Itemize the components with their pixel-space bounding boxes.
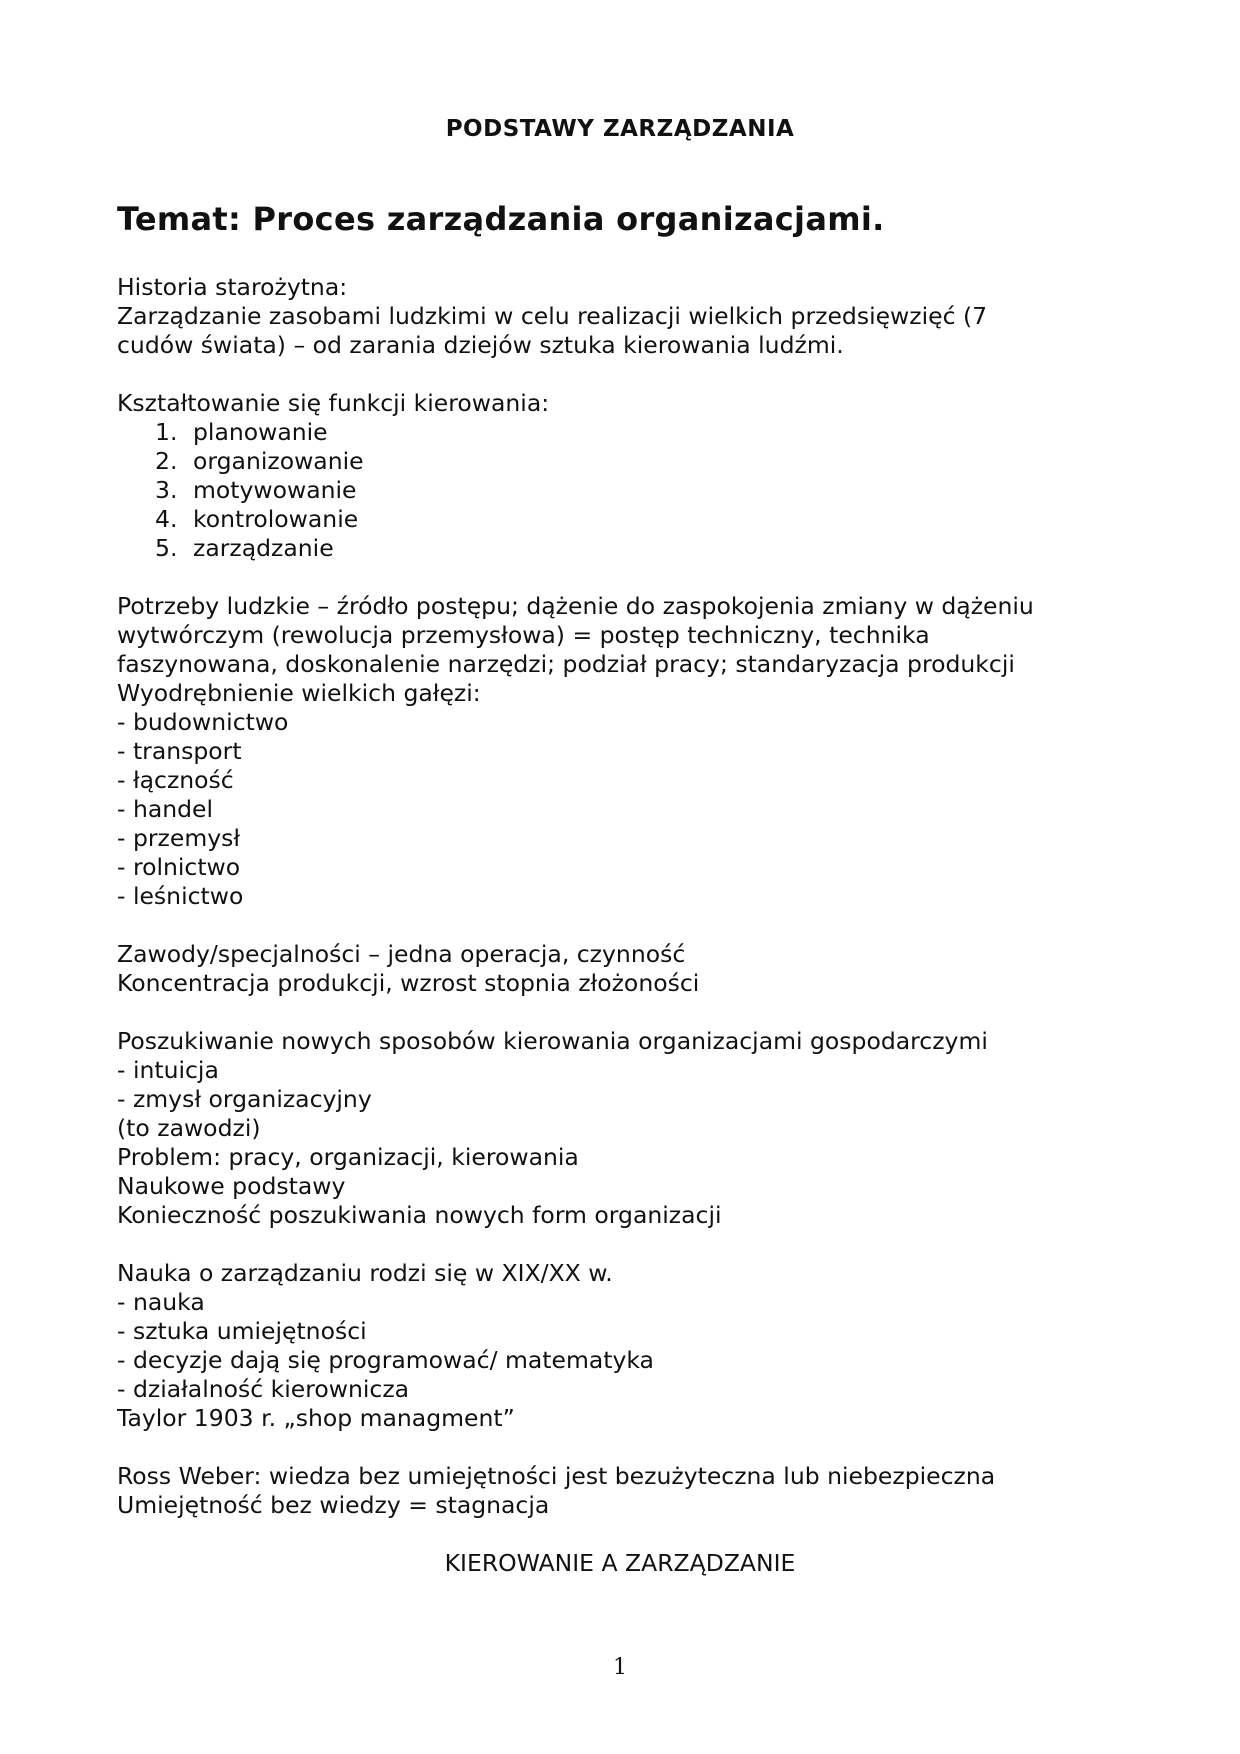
- numbered-item: [117, 418, 1127, 447]
- paragraph-gap: [117, 1230, 1127, 1259]
- functions-label: Kształtowanie się funkcji kierowania:: [117, 389, 550, 417]
- needs-line: wytwórczym (rewolucja przemysłowa) = postęp techniczny, technika: [117, 621, 930, 649]
- professions-line: Zawody/specjalności – jedna operacja, czynność: [117, 940, 686, 968]
- science-line: Nauka o zarządzaniu rodzi się w XIX/XX w.: [117, 1259, 613, 1287]
- numbered-item: [117, 476, 1127, 505]
- branch-item: - przemysł: [117, 824, 241, 852]
- item-number: 5.: [155, 534, 178, 562]
- needs-line: Wyodrębnienie wielkich gałęzi:: [117, 679, 481, 707]
- needs-line: faszynowana, doskonalenie narzędzi; podział pracy; standaryzacja produkcji: [117, 650, 1015, 678]
- search-line: Naukowe podstawy: [117, 1172, 346, 1200]
- search-line: (to zawodzi): [117, 1114, 261, 1142]
- item-number: 4.: [155, 505, 178, 533]
- document-body: [117, 273, 1127, 1578]
- science-item: - decyzje dają się programować/ matematyka: [117, 1346, 654, 1374]
- numbered-item: [117, 505, 1127, 534]
- search-item: - zmysł organizacyjny: [117, 1085, 372, 1113]
- paragraph-gap: [117, 998, 1127, 1027]
- search-line: Poszukiwanie nowych sposobów kierowania organizacjami gospodarczymi: [117, 1027, 988, 1055]
- branch-item: - rolnictwo: [117, 853, 241, 881]
- history-line: Zarządzanie zasobami ludzkimi w celu realizacji wielkich przedsięwzięć (7: [117, 302, 988, 330]
- item-number: 2.: [155, 447, 178, 475]
- science-line: Taylor 1903 r. „shop managment”: [117, 1404, 515, 1432]
- item-number: 1.: [155, 418, 178, 446]
- topic-heading: Temat: Proces zarządzania organizacjami.: [117, 200, 885, 238]
- paragraph-gap: [117, 360, 1127, 389]
- branch-item: - budownictwo: [117, 708, 289, 736]
- document-header: PODSTAWY ZARZĄDZANIA: [445, 116, 795, 142]
- search-item: - intuicja: [117, 1056, 219, 1084]
- numbered-item: [117, 534, 1127, 563]
- branch-item: - łączność: [117, 766, 234, 794]
- item-text: planowanie: [193, 418, 328, 446]
- weber-line: Umiejętność bez wiedzy = stagnacja: [117, 1491, 550, 1519]
- item-text: organizowanie: [193, 447, 364, 475]
- needs-line: Potrzeby ludzkie – źródło postępu; dążenie do zaspokojenia zmiany w dążeniu: [117, 592, 1034, 620]
- science-item: - działalność kierownicza: [117, 1375, 410, 1403]
- science-item: - sztuka umiejętności: [117, 1317, 367, 1345]
- weber-line: Ross Weber: wiedza bez umiejętności jest bezużyteczna lub niebezpieczna: [117, 1462, 996, 1490]
- history-label: Historia starożytna:: [117, 273, 348, 301]
- item-text: motywowanie: [193, 476, 357, 504]
- numbered-item: [117, 447, 1127, 476]
- branch-item: - leśnictwo: [117, 882, 244, 910]
- professions-line: Koncentracja produkcji, wzrost stopnia złożoności: [117, 969, 700, 997]
- item-text: zarządzanie: [193, 534, 334, 562]
- section-heading: KIEROWANIE A ZARZĄDZANIE: [444, 1549, 796, 1577]
- paragraph-gap: [117, 911, 1127, 940]
- branch-item: - handel: [117, 795, 214, 823]
- paragraph-gap: [117, 1520, 1127, 1549]
- search-line: Konieczność poszukiwania nowych form organizacji: [117, 1201, 722, 1229]
- branch-item: - transport: [117, 737, 242, 765]
- paragraph-gap: [117, 1433, 1127, 1462]
- paragraph-gap: [117, 563, 1127, 592]
- search-line: Problem: pracy, organizacji, kierowania: [117, 1143, 579, 1171]
- history-line: cudów świata) – od zarania dziejów sztuka kierowania ludźmi.: [117, 331, 844, 359]
- science-item: - nauka: [117, 1288, 205, 1316]
- item-number: 3.: [155, 476, 178, 504]
- page-number: 1: [613, 1655, 627, 1680]
- item-text: kontrolowanie: [193, 505, 359, 533]
